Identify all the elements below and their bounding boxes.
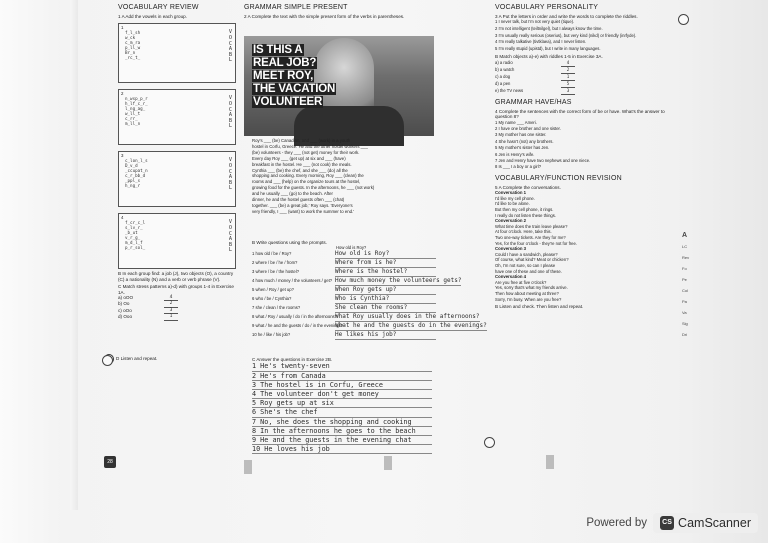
- question-prompt: 9 what / he and the guests / do / in the evenings?: [252, 323, 344, 329]
- group-answer: A: [228, 112, 232, 119]
- article-line: hostel in Corfu, Greece. He and the other hostel workers ___: [252, 143, 368, 149]
- have-line: 7 Jen and Henry have two nephews and one niece.: [495, 158, 591, 164]
- exercise-1a-instruction: 1 A Add the vowels in each group.: [118, 14, 187, 19]
- exercise-5a-instruction: 5 A Complete the conversations.: [495, 184, 561, 190]
- stress-matches: [118, 295, 236, 321]
- answer-line: 10 He loves his job: [252, 445, 432, 454]
- conversation-line: Sorry, I'm busy. When are you free?: [495, 296, 562, 302]
- section-heading: GRAMMAR SIMPLE PRESENT: [244, 4, 348, 11]
- match-row: [118, 314, 178, 320]
- group-word: _ccupat_n: [125, 168, 148, 174]
- object-answer: 1: [561, 74, 575, 81]
- question-prompt: 10 he / like / his job?: [252, 332, 291, 338]
- question-prompt: 7 she / clean / the rooms?: [252, 305, 301, 311]
- group-word: h_lf_c_r_: [125, 101, 148, 107]
- camscanner-watermark: [586, 512, 758, 534]
- group-word: v_r_g_: [125, 235, 141, 241]
- group-answer: C: [228, 168, 232, 175]
- edge-letter: Dri: [682, 332, 688, 337]
- group-word: f_cr_c_l: [125, 220, 146, 226]
- conversation-title: Conversation 4: [495, 274, 527, 280]
- conversation-line: Could I have a sandwich, please?: [495, 251, 558, 257]
- group-answer: A: [228, 236, 232, 243]
- question-row: [252, 277, 462, 286]
- question-answer: She clean the rooms?: [335, 304, 436, 313]
- object-label: e) the TV news: [495, 87, 524, 93]
- conversation-title: Conversation 2: [495, 218, 527, 224]
- group-answer: A: [228, 174, 232, 181]
- article-line: very friendly, I ___ (want) to work the summer to end.': [252, 208, 354, 214]
- object-row: [495, 88, 575, 95]
- answer-line: 8 In the afternoons he goes to the beach: [252, 427, 432, 436]
- middle-column: [244, 4, 436, 19]
- answer-line: 9 He and the guests in the evening chat: [252, 436, 432, 445]
- match-label: a) oOO: [118, 295, 134, 301]
- audio-icon: [102, 355, 113, 366]
- edge-letter: Fo: [682, 266, 687, 271]
- riddle-line: 2 I'm not intelligent (teiltnilgel), but I always know the time.: [495, 26, 603, 31]
- have-line: 3 My mother has one sister.: [495, 132, 547, 138]
- answer-line: 2 He's from Canada: [252, 372, 432, 381]
- group-answer: B: [228, 51, 232, 58]
- group-answer: L: [228, 123, 232, 130]
- exercise-2c-instruction: C Answer the questions in Exercise 2B.: [252, 357, 333, 362]
- article-line: Every day Roy ___ (get up) at six and ___ (have): [252, 155, 346, 161]
- question-row: [252, 286, 436, 295]
- question-prompt: 2 where / be / he / from?: [252, 260, 298, 266]
- group-answer: V: [228, 95, 232, 102]
- edge-letter: A: [682, 232, 688, 239]
- group-number: 3: [121, 153, 124, 159]
- riddle-list: [495, 19, 677, 52]
- exercise-2b: [252, 238, 487, 340]
- object-answer: 3: [561, 88, 575, 95]
- group-answer: O: [228, 225, 232, 231]
- group-answer: V: [228, 29, 232, 36]
- conversation-line: Yes, for the four o'clock - they're not for free.: [495, 240, 577, 246]
- conversation-title: Conversation 1: [495, 190, 527, 196]
- group-answer: O: [228, 35, 232, 41]
- scan-smudge: [384, 456, 392, 470]
- group-word: _rc_t_: [125, 55, 141, 61]
- camscanner-logo-icon: CS: [660, 516, 674, 530]
- question-prompt: 3 where / be / the hostel?: [252, 269, 300, 275]
- vowel-groups: [118, 23, 236, 269]
- have-line: 4 She hasn't (not) any brothers.: [495, 138, 554, 144]
- page-edge-shadow: [70, 0, 78, 510]
- group-words: [125, 96, 148, 126]
- answer-line: 1 He's twenty-seven: [252, 362, 432, 371]
- answer-line: 7 No, she does the shopping and cooking: [252, 418, 432, 427]
- section-heading: GRAMMAR HAVE/HAS: [495, 98, 572, 106]
- question-answer: What Roy usually does in the afternoons?: [335, 313, 480, 321]
- conversation-title: Conversation 3: [495, 246, 527, 252]
- powered-by-label: Powered by: [586, 517, 648, 529]
- object-label: b) a watch: [495, 66, 515, 72]
- conversation-line: I'd like my cell phone.: [495, 195, 535, 201]
- conversation-line: Oh, I'm not sure, so can I please: [495, 262, 556, 268]
- scan-smudge: [546, 455, 554, 469]
- conversation-line: At four o'clock. Here, take this.: [495, 229, 552, 235]
- exercise-1c-instruction: C Match stress patterns a)-d) with groups 1-4 in Exercise 1A.: [118, 284, 234, 295]
- prompt-example: How old is Roy?: [336, 245, 367, 251]
- group-answer: O: [228, 101, 232, 107]
- conversation-line: Are you free at five o'clock?: [495, 279, 547, 285]
- group-number: 2: [121, 91, 124, 97]
- object-answer: 5: [561, 81, 575, 88]
- object-label: c) a dog: [495, 73, 511, 79]
- question-answer: What he and the guests do in the evenings?: [335, 322, 487, 330]
- article-text: [252, 138, 434, 215]
- exercise-2b-instruction: B Write questions using the prompts.: [252, 240, 327, 245]
- question-prompt: 8 what / Roy / usually / do / in the afternoons?: [252, 314, 337, 320]
- group-word: m_d_l_f: [125, 240, 143, 246]
- question-answer: Where from is he?: [335, 259, 436, 268]
- object-matches: [495, 60, 677, 95]
- object-label: a) a radio: [495, 59, 513, 65]
- group-answer: L: [228, 185, 232, 192]
- article-line: shopping and cooking. Every morning, Roy ___ (clean) the: [252, 173, 364, 179]
- group-answer: C: [228, 106, 232, 113]
- exercise-3b-instruction: B Match objects a)-e) with riddles 1-5 in Exercise 3A.: [495, 54, 603, 60]
- question-answer: How much money the volunteers gets?: [335, 277, 462, 285]
- audio-icon: [678, 14, 689, 25]
- edge-letter: Sig: [682, 321, 688, 326]
- question-prompt: 1 how old / be / Roy?: [252, 251, 292, 257]
- object-row: [495, 81, 575, 88]
- group-word: p_ll_w: [125, 45, 141, 51]
- article-line: together. ___ (be) a great job,' Roy says. 'Everyone's: [252, 202, 353, 208]
- edge-letter: Pa: [682, 299, 687, 304]
- group-word: n_wsp_p_r: [125, 96, 148, 102]
- question-prompt: 5 when / Roy / get up?: [252, 287, 294, 293]
- object-row: [495, 60, 575, 67]
- group-answer: O: [228, 163, 232, 169]
- have-has-list: [495, 120, 677, 171]
- group-word: m_ll_n: [125, 121, 141, 127]
- question-row: [252, 304, 436, 313]
- riddle-line: 5 I'm really stupid (upistd), but I write in many languages.: [495, 45, 601, 51]
- article-line: (be) volunteers - they ___ (not get) money for their work.: [252, 149, 360, 155]
- group-answer: B: [228, 179, 232, 186]
- riddle-line: 4 I'm really talkative (tivtklaea), and I never listen.: [495, 39, 587, 45]
- group-answer: C: [228, 40, 232, 47]
- vowel-group-box: [118, 213, 236, 269]
- match-label: c) oOo: [118, 307, 132, 313]
- question-prompt: 6 who / be / Cynthia?: [252, 296, 292, 302]
- group-answer: B: [228, 241, 232, 248]
- group-answer: V: [228, 157, 232, 164]
- section-heading: VOCABULARY PERSONALITY: [495, 4, 599, 11]
- exercise-4-instruction: 4 Complete the sentences with the correct form of be or have. What's the answer to question 8?: [495, 108, 665, 120]
- group-word: s_lv_r_: [125, 225, 143, 231]
- object-row: [495, 74, 575, 81]
- edge-letter: Pe: [682, 277, 687, 282]
- riddle-line: 3 I'm usually really serious (oserius), but very kind (nikd) or friendly (inrfyde).: [495, 32, 637, 38]
- group-answers: [229, 158, 232, 192]
- conversation-line: Of course, what kind? Meat or chicken?: [495, 257, 569, 263]
- group-answers: [229, 96, 232, 130]
- conversation-line: What time does the train leave please?: [495, 223, 568, 229]
- group-word: p_r_sol_: [125, 245, 146, 251]
- group-answer: L: [228, 57, 232, 64]
- group-answer: V: [228, 219, 232, 226]
- group-word: _ppl_s: [125, 178, 141, 184]
- group-number: 4: [121, 215, 124, 221]
- group-word: c_r_bb_d: [125, 173, 146, 179]
- article-line: Roy's ___ (be) Canadian, and ___ (work) in a youth: [252, 138, 351, 143]
- answer-line: 4 The volunteer don't get money: [252, 390, 432, 399]
- riddle-line: 1 I never talk, but I'm not very quiet (tique).: [495, 19, 575, 25]
- match-label: d) Ooo: [118, 314, 133, 320]
- question-row: [252, 322, 487, 331]
- group-word: c_lon_l_s: [125, 158, 148, 164]
- have-line: 8 Is ___ I a boy or a girl?: [495, 164, 542, 170]
- exercise-2c: [252, 355, 442, 454]
- conversations: [495, 190, 677, 302]
- section-heading: VOCABULARY REVIEW: [118, 4, 199, 11]
- conversation-line: have one of these and one of these.: [495, 268, 562, 274]
- answer-line: 6 She's the chef: [252, 408, 432, 417]
- conversation-line: I'd like to be alone.: [495, 201, 530, 207]
- article-title: IS THIS A REAL JOB? MEET ROY, THE VACATION VOLUNTEER: [253, 44, 336, 108]
- question-row: [252, 331, 436, 340]
- left-column: [118, 4, 236, 321]
- question-row: [252, 268, 436, 277]
- object-label: d) a pen: [495, 80, 511, 86]
- vowel-group-box: [118, 23, 236, 83]
- group-answer: L: [228, 247, 232, 254]
- edge-letter: LC: [682, 244, 688, 249]
- article-line: and he usually ___ (go) to the beach. After: [252, 191, 333, 197]
- match-answer: 1: [164, 314, 178, 320]
- question-row: [252, 313, 480, 322]
- have-line: 2 I have one brother and one sister.: [495, 126, 561, 131]
- group-words: [125, 220, 145, 250]
- group-word: Br_n: [125, 50, 136, 56]
- exercise-2a-instruction: 2 A Complete the text with the simple present form of the verbs in parentheses.: [244, 14, 405, 19]
- article-photo: [244, 36, 434, 136]
- group-word: _b_ut: [125, 230, 138, 236]
- match-answer: 4: [164, 295, 178, 301]
- question-answer: When Roy gets up?: [335, 286, 436, 295]
- article-line: Cynthia ___ (be) the chef, and she ___ (do) all the: [252, 167, 348, 173]
- group-word: c_rr_: [125, 116, 138, 122]
- article-line: rooms and ___ (help) on the organize tours at the hostel,: [252, 179, 361, 185]
- vowel-group-box: [118, 89, 236, 145]
- answer-line: 3 The hostel is in Corfu, Greece: [252, 381, 432, 390]
- group-word: h_ng_r: [125, 183, 141, 189]
- conversation-line: Yes, sorry that's what my friends arrive.: [495, 285, 568, 291]
- question-answer: Where is the hostel?: [335, 268, 436, 277]
- group-answers: [229, 30, 232, 64]
- object-answer: 4: [561, 60, 575, 67]
- article-line: dinner, he and the hostel guests often ___ (chat): [252, 197, 345, 203]
- match-label: b) Oo: [118, 301, 130, 307]
- edge-letter: Rev: [682, 255, 690, 260]
- conversation-line: Then how about meeting at three?: [495, 290, 559, 296]
- group-words: [125, 158, 148, 188]
- group-answer: B: [228, 117, 232, 124]
- article-line: growing food for the guests. In the afternoons, he ___ (not work): [252, 185, 375, 191]
- group-word: f_l_sh: [125, 30, 141, 36]
- group-word: w_ck: [125, 35, 136, 41]
- have-line: 6 Jen is Henry's wife.: [495, 151, 535, 157]
- answer-line: 5 Roy gets up at six: [252, 399, 432, 408]
- question-list: [252, 245, 487, 340]
- have-line: 1 My name ___ Ameri.: [495, 119, 537, 125]
- question-row: [252, 259, 436, 268]
- edge-letter: Va: [682, 310, 687, 315]
- have-line: 5 My mother's sister has Jen.: [495, 145, 550, 151]
- group-answer: C: [228, 230, 232, 237]
- question-prompt: 4 how much / money / the volunteers / get?: [252, 278, 333, 284]
- group-number: 1: [121, 25, 124, 31]
- question-answer: How old is Roy?: [335, 250, 436, 259]
- group-word: w_ll_t: [125, 111, 141, 117]
- group-word: D_v_d: [125, 163, 138, 169]
- match-answer: 2: [164, 301, 178, 307]
- exercise-1b-instruction: B In each group find: a job (J), two objects (O), a country (C) a nationality (N) and a verb or verb phrase (V).: [118, 271, 234, 282]
- article-line: breakfast in the hostel. He ___ (not cook) the meals.: [252, 161, 352, 167]
- question-row: [252, 295, 436, 304]
- right-column: [495, 4, 677, 310]
- answer-list: [252, 362, 442, 454]
- page-number: 28: [104, 456, 116, 468]
- object-row: [495, 67, 575, 74]
- question-answer: Who is Cynthia?: [335, 295, 436, 304]
- group-words: [125, 30, 140, 60]
- conversation-line: But then my cell phone, it rings.: [495, 207, 554, 213]
- audio-icon: [484, 437, 495, 448]
- conversation-line: Two one-way tickets. Are they for me?: [495, 235, 566, 240]
- conversation-line: I really do not listen these things.: [495, 212, 556, 218]
- question-answer: He likes his job?: [335, 331, 436, 340]
- object-answer: 2: [561, 67, 575, 74]
- match-answer: 3: [164, 308, 178, 314]
- vowel-group-box: [118, 151, 236, 207]
- next-page-edge: [682, 230, 702, 340]
- exercise-5b-instruction: B Listen and check. Then listen and repeat.: [495, 304, 584, 310]
- listen-repeat: D Listen and repeat.: [104, 354, 157, 364]
- group-answers: [229, 220, 232, 254]
- group-answer: A: [228, 46, 232, 53]
- question-row: [252, 250, 436, 259]
- camscanner-badge: [653, 513, 758, 533]
- group-word: c_m_ra: [125, 40, 141, 46]
- edge-letter: Col: [682, 288, 689, 293]
- section-heading: VOCABULARY/FUNCTION REVISION: [495, 174, 622, 182]
- scan-smudge: [244, 460, 252, 474]
- group-word: l_ng_ag_: [125, 106, 146, 112]
- exercise-3a-instruction: 3 A Put the letters in order and write the words to complete the riddles.: [495, 14, 638, 19]
- camscanner-brand: CamScanner: [678, 516, 751, 530]
